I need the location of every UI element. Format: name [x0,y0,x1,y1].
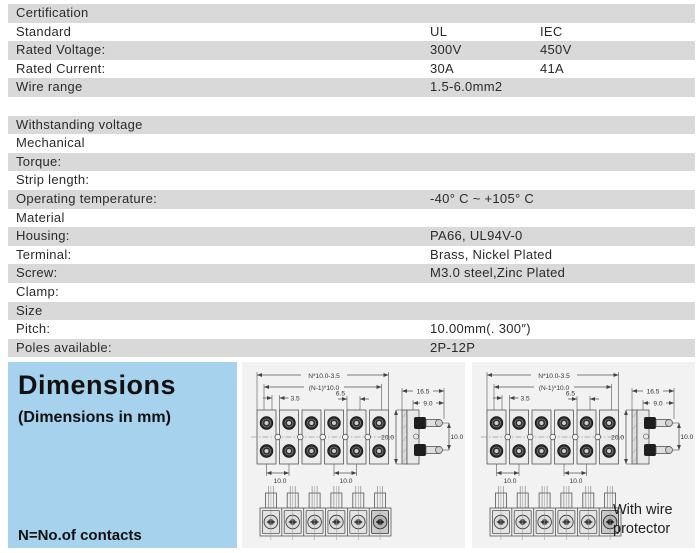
spec-label: Housing: [16,228,70,244]
spec-row [8,320,695,339]
spec-row [8,264,695,283]
spec-label: Poles available: [16,339,112,355]
spec-label: Material [16,209,65,225]
spec-row [8,171,695,190]
spec-value-col1: -40° C ~ +105° C [430,190,535,206]
spec-value-col1: 1.5-6.0mm2 [430,79,503,95]
spec-row [8,116,695,135]
spec-value-col1: 30A [430,60,455,76]
spec-label: Size [16,302,43,318]
spec-row [8,246,695,265]
spec-row [8,4,695,23]
spec-label: Terminal: [16,246,72,262]
spec-label: Pitch: [16,321,51,337]
spec-label: Withstanding voltage [16,116,143,132]
spec-row [8,209,695,228]
dimensions-section [8,362,695,548]
spec-table-spacer [8,97,695,116]
spec-value-col2: 450V [540,42,572,58]
spec-label: Strip length: [16,172,90,188]
spec-row [8,190,695,209]
dimensions-header-panel [8,362,237,548]
spec-value-col1: Brass, Nickel Plated [430,246,553,262]
spec-value-col2: IEC [540,23,563,39]
spec-value-col1: 2P-12P [430,339,476,355]
spec-row [8,339,695,358]
spec-label: Standard [16,23,72,39]
spec-label: Mechanical [16,135,85,151]
spec-row [8,283,695,302]
spec-value-col2: 41A [540,60,565,76]
spec-label: Torque: [16,153,62,169]
dimensions-title: Dimensions [18,370,177,400]
spec-row [8,78,695,97]
spec-label: Screw: [16,265,58,281]
terminal-block-drawing [242,362,465,548]
drawing-with-wire-protector [472,362,695,548]
spec-row [8,134,695,153]
contacts-note: N=No.of contacts [18,527,142,544]
spec-label: Certification [16,5,89,20]
spec-label: Clamp: [16,283,59,299]
spec-row [8,23,695,42]
spec-row [8,60,695,79]
wire-protector-caption: With wire protector [613,501,673,538]
spec-row [8,302,695,321]
spec-row [8,41,695,60]
spec-label: Rated Current: [16,60,106,76]
spec-label: Wire range [16,79,83,95]
drawing-standard [242,362,465,548]
dimensions-subtitle: (Dimensions in mm) [18,409,171,426]
spec-label: Rated Voltage: [16,42,106,58]
spec-value-col1: UL [430,23,448,39]
spec-value-col1: M3.0 steel,Zinc Plated [430,265,566,281]
spec-value-col1: 300V [430,42,462,58]
spec-row [8,153,695,172]
spec-row [8,227,695,246]
spec-label: Operating temperature: [16,190,158,206]
spec-table [8,4,695,357]
spec-value-col1: 10.00mm(. 300″) [430,321,531,337]
spec-value-col1: PA66, UL94V-0 [430,228,523,244]
